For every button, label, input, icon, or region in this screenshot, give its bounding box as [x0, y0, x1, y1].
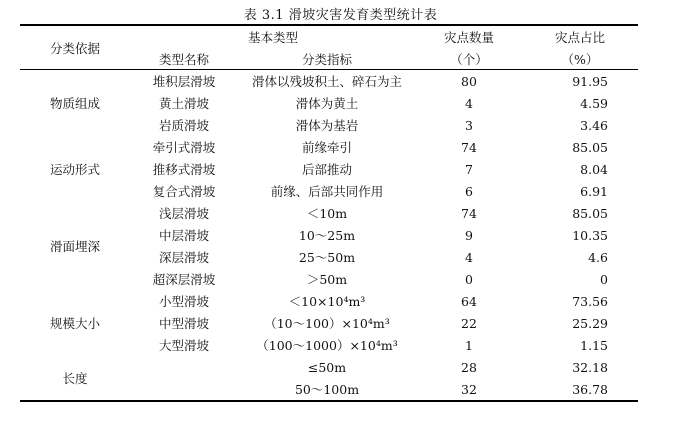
header-basic-type: 基本类型	[130, 25, 416, 48]
header-ratio: 灾点占比	[522, 25, 638, 48]
indicator-cell: （10～100）×10⁴m³	[264, 316, 390, 331]
basis-cell: 规模大小	[49, 316, 100, 331]
ratio-cell: 6.91	[580, 183, 608, 199]
type-name-cell: 复合式滑坡	[152, 184, 216, 199]
type-name-cell: 中层滑坡	[158, 228, 209, 243]
count-cell: 32	[416, 378, 522, 401]
type-name-cell: 岩质滑坡	[158, 118, 209, 133]
table-body	[20, 70, 638, 402]
indicator-cell: 后部推动	[301, 162, 352, 177]
header-indicator: 分类指标	[238, 48, 416, 70]
ratio-cell: 3.46	[580, 117, 608, 133]
basis-cell: 长度	[20, 356, 130, 401]
count-cell: 4	[465, 249, 473, 265]
type-name-cell: 小型滑坡	[158, 294, 209, 309]
basis-cell: 运动形式	[49, 162, 100, 177]
indicator-cell: 前缘、后部共同作用	[270, 184, 384, 199]
indicator-cell: ＜10×10⁴m³	[288, 294, 366, 309]
indicator-cell: 滑体以残坡积土、碎石为主	[251, 74, 402, 89]
header-type-name: 类型名称	[130, 48, 238, 70]
type-name-cell: 堆积层滑坡	[152, 74, 216, 89]
header-basis: 分类依据	[20, 25, 130, 70]
header-count: 灾点数量	[416, 25, 522, 48]
type-name-cell: 深层滑坡	[158, 250, 209, 265]
ratio-cell: 1.15	[580, 337, 608, 353]
ratio-cell: 4.6	[588, 249, 608, 265]
ratio-cell: 36.78	[522, 378, 638, 401]
count-cell: 80	[461, 73, 477, 89]
indicator-cell: 滑体为黄土	[295, 96, 359, 111]
indicator-cell: 滑体为基岩	[295, 118, 359, 133]
count-cell: 3	[465, 117, 473, 133]
indicator-cell: ≤50m	[307, 359, 347, 375]
count-cell: 4	[465, 95, 473, 111]
count-cell: 9	[465, 227, 473, 243]
indicator-cell: ＜10m	[306, 206, 348, 221]
ratio-cell: 4.59	[580, 95, 608, 111]
count-cell: 28	[461, 359, 477, 375]
type-name-cell	[130, 356, 238, 378]
indicator-cell: 25～50m	[298, 250, 356, 265]
count-cell: 22	[461, 315, 477, 331]
header-count-unit: （个）	[416, 48, 522, 70]
count-cell: 74	[461, 139, 477, 155]
count-cell: 1	[465, 337, 473, 353]
ratio-cell: 91.95	[572, 73, 608, 89]
count-cell: 6	[465, 183, 473, 199]
count-cell: 0	[465, 271, 473, 287]
table-row	[20, 136, 638, 158]
ratio-cell: 85.05	[572, 205, 608, 221]
indicator-cell: （100～1000）×10⁴m³	[256, 338, 398, 353]
indicator-cell: 10～25m	[298, 228, 356, 243]
type-name-cell	[130, 378, 238, 401]
indicator-cell: 前缘牵引	[301, 140, 352, 155]
type-name-cell: 大型滑坡	[158, 338, 209, 353]
count-cell: 64	[461, 293, 477, 309]
basis-cell: 滑面埋深	[49, 239, 100, 254]
ratio-cell: 8.04	[580, 161, 608, 177]
count-cell: 7	[465, 161, 473, 177]
ratio-cell: 32.18	[572, 359, 608, 375]
indicator-cell: 50～100m	[238, 378, 416, 401]
type-name-cell: 黄土滑坡	[158, 96, 209, 111]
ratio-cell: 25.29	[572, 315, 608, 331]
type-name-cell: 超深层滑坡	[152, 272, 216, 287]
indicator-cell: ＞50m	[306, 272, 348, 287]
table-row	[20, 356, 638, 378]
count-cell: 74	[461, 205, 477, 221]
landslide-type-table	[20, 24, 638, 402]
table-row	[20, 290, 638, 312]
header-ratio-unit: （%）	[522, 48, 638, 70]
type-name-cell: 中型滑坡	[158, 316, 209, 331]
type-name-cell: 推移式滑坡	[152, 162, 216, 177]
basis-cell: 物质组成	[49, 96, 100, 111]
table-row	[20, 202, 638, 224]
table-caption: 表 3.1 滑坡灾害发育类型统计表	[243, 8, 438, 23]
ratio-cell: 10.35	[572, 227, 608, 243]
ratio-cell: 0	[600, 271, 608, 287]
type-name-cell: 牵引式滑坡	[152, 140, 216, 155]
ratio-cell: 85.05	[572, 139, 608, 155]
ratio-cell: 73.56	[572, 293, 608, 309]
table-row	[20, 70, 638, 93]
type-name-cell: 浅层滑坡	[158, 206, 209, 221]
